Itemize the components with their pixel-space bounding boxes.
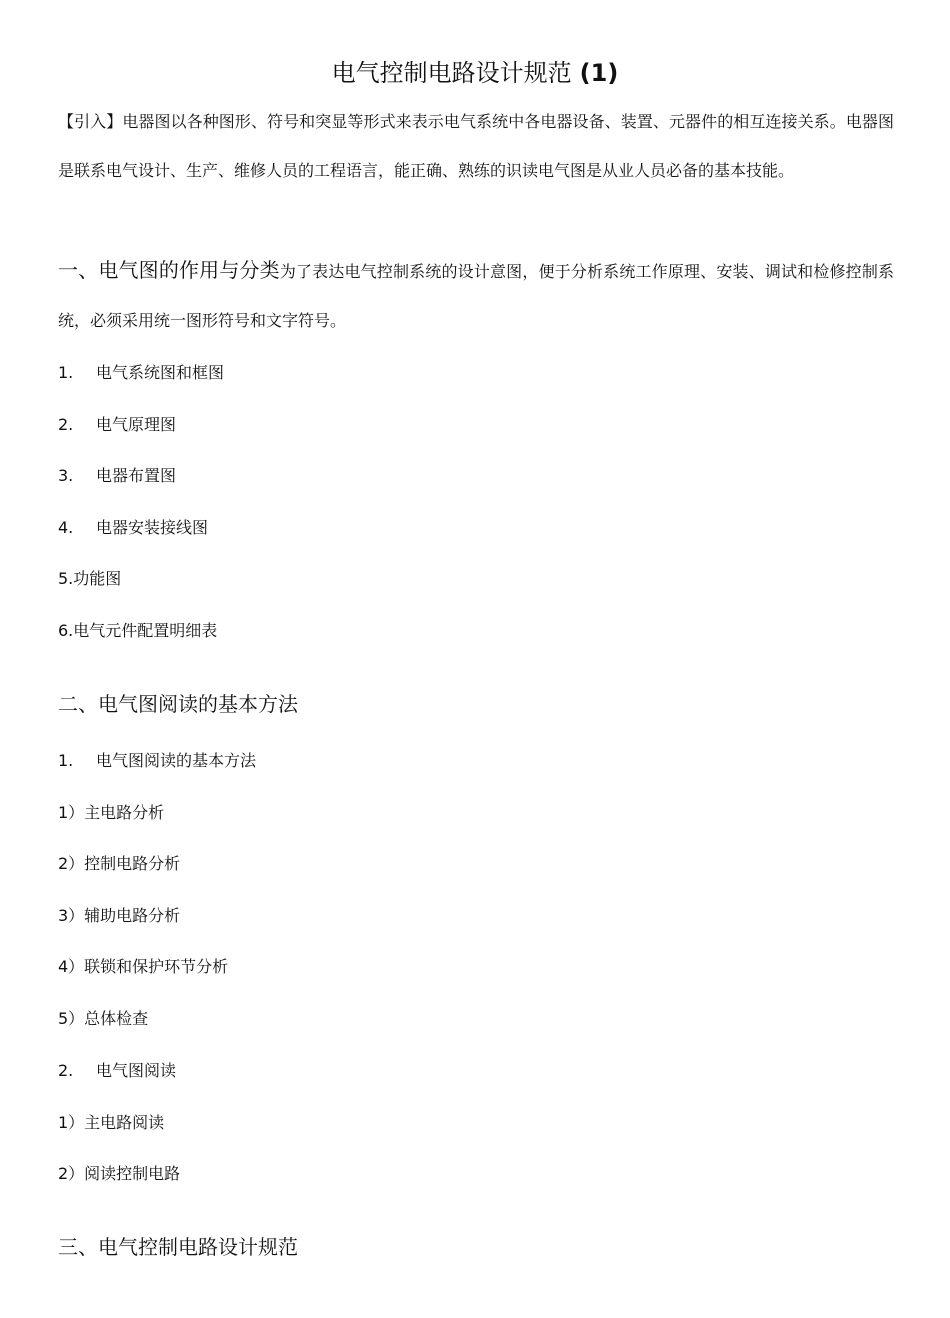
list-item-number: 1. [58, 363, 74, 382]
list-item: 6.电气元件配置明细表 [58, 621, 218, 640]
section3-heading: 三、电气控制电路设计规范 [58, 1235, 298, 1259]
step-item: 2）控制电路分析 [58, 854, 181, 873]
step-item: 3）辅助电路分析 [58, 906, 181, 925]
subsection-heading [58, 749, 256, 773]
step-item: 5）总体检查 [58, 1009, 149, 1028]
list-item [58, 464, 176, 488]
list-item-label: 电气原理图 [96, 415, 177, 434]
subsection-label: 电气图阅读的基本方法 [96, 751, 257, 770]
step-item: 4）联锁和保护环节分析 [58, 957, 229, 976]
list-item-label: 电气系统图和框图 [96, 363, 225, 382]
step-item: 1）主电路分析 [58, 803, 165, 822]
document-title [0, 56, 950, 90]
list-item [58, 413, 176, 437]
intro-paragraph: 【引入】电器图以各种图形、符号和突显等形式来表示电气系统中各电器设备、装置、元器件的相互连接关系。电器图是联系电气设计、生产、维修人员的工程语言，能正确、熟练的识读电气图是从业人员必备的基本技能。 [58, 112, 894, 180]
list-item-number: 3. [58, 466, 74, 485]
subsection-number: 2. [58, 1061, 74, 1080]
subsection-number: 1. [58, 751, 74, 770]
section1-heading: 一、电气图的作用与分类 [58, 258, 280, 282]
section2-heading: 二、电气图阅读的基本方法 [58, 692, 298, 716]
list-item [58, 361, 224, 385]
subsection-heading [58, 1059, 176, 1083]
list-item: 5.功能图 [58, 569, 122, 588]
step-item: 1）主电路阅读 [58, 1113, 165, 1132]
list-item-label: 电器安装接线图 [96, 518, 209, 537]
list-item-number: 4. [58, 518, 74, 537]
list-item-label: 电器布置图 [96, 466, 177, 485]
subsection-label: 电气图阅读 [96, 1061, 177, 1080]
section1-text: 为了表达电气控制系统的设计意图，便于分析系统工作原理、安装、调试和检修控制系统，必须采用统一图形符号和文字符号。 [58, 262, 894, 330]
title-text: 电气控制电路设计规范 [331, 59, 572, 87]
list-item-number: 2. [58, 415, 74, 434]
title-number: (1) [579, 59, 619, 87]
list-item [58, 516, 208, 540]
section1-paragraph [58, 246, 894, 345]
step-item: 2）阅读控制电路 [58, 1164, 181, 1183]
